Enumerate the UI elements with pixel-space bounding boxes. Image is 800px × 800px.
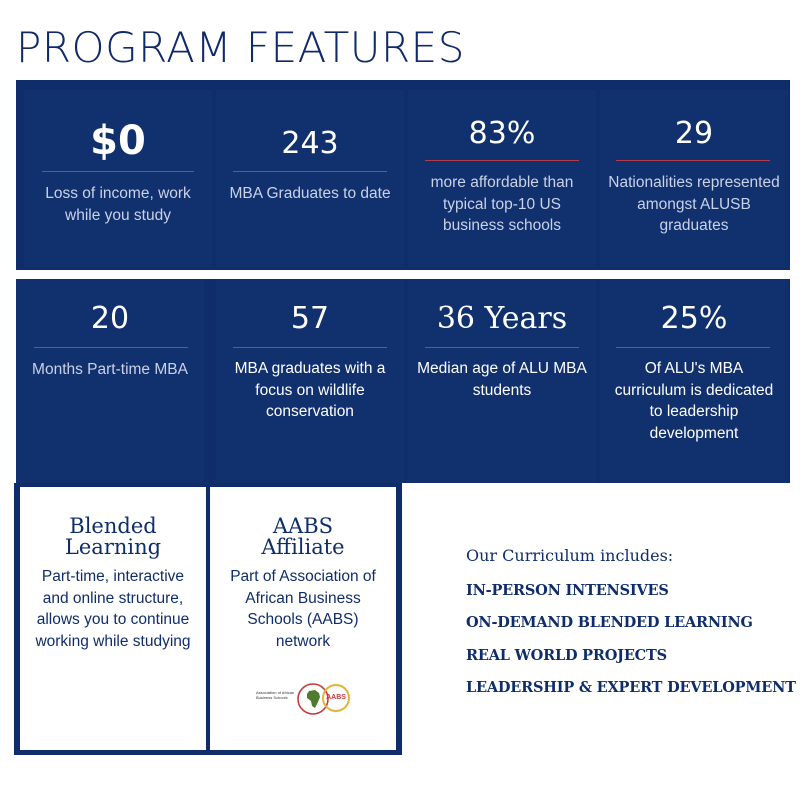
card-aabs-affiliate bbox=[210, 487, 396, 750]
aabs-badge bbox=[322, 684, 350, 712]
stat-divider bbox=[425, 347, 579, 348]
stat-value: 20 bbox=[90, 301, 130, 336]
stat-value: 25% bbox=[660, 301, 728, 336]
stat-label: Median age of ALU MBA students bbox=[417, 360, 587, 399]
stat-tile-affordable bbox=[408, 90, 596, 268]
stat-tile-graduates bbox=[216, 90, 404, 268]
stat-label: MBA graduates with a focus on wildlife conservation bbox=[234, 360, 386, 420]
stat-divider bbox=[616, 347, 770, 348]
card-title-line1: Blended bbox=[69, 514, 157, 538]
curriculum-item: IN-PERSON INTENSIVES bbox=[466, 582, 669, 599]
stat-value: 243 bbox=[281, 126, 339, 161]
page-title: PROGRAM FEATURES bbox=[16, 23, 465, 72]
aabs-badge-text: AABS bbox=[326, 694, 346, 701]
stat-divider bbox=[616, 160, 770, 161]
stat-label: Of ALU's MBA curriculum is dedicated to leadership development bbox=[614, 360, 774, 442]
curriculum-item: REAL WORLD PROJECTS bbox=[466, 647, 667, 664]
stat-tile-nationalities bbox=[600, 90, 788, 268]
stat-label: MBA Graduates to date bbox=[229, 185, 391, 202]
stat-label: more affordable than typical top-10 US business schools bbox=[430, 174, 574, 234]
card-title-line2: Affiliate bbox=[261, 535, 345, 559]
stat-divider bbox=[233, 171, 387, 172]
aabs-logo bbox=[256, 682, 352, 716]
stat-divider bbox=[233, 347, 387, 348]
curriculum-heading: Our Curriculum includes: bbox=[466, 546, 674, 565]
stat-label: Months Part-time MBA bbox=[32, 361, 188, 378]
stat-label: Nationalities represented amongst ALUSB graduates bbox=[608, 174, 780, 234]
stat-value: 57 bbox=[290, 301, 330, 336]
stat-value: 36 Years bbox=[436, 301, 568, 336]
stat-value: $0 bbox=[90, 118, 146, 164]
curriculum-item: LEADERSHIP & EXPERT DEVELOPMENT bbox=[466, 679, 796, 696]
card-title-line1: AABS bbox=[272, 514, 334, 538]
card-title-line2: Learning bbox=[64, 535, 162, 559]
stat-divider bbox=[425, 160, 579, 161]
card-text: Part of Association of African Business Schools (AABS) network bbox=[230, 568, 376, 650]
curriculum-item: ON-DEMAND BLENDED LEARNING bbox=[466, 614, 753, 631]
stat-divider bbox=[42, 171, 194, 172]
stat-value: 29 bbox=[674, 116, 714, 151]
stat-tile-median-age bbox=[408, 279, 596, 483]
stat-divider bbox=[34, 347, 188, 348]
card-text: Part-time, interactive and online structure, allows you to continue working while studying bbox=[35, 568, 191, 650]
stat-tile-leadership bbox=[600, 279, 788, 483]
stat-tile-months bbox=[16, 279, 204, 483]
stat-tile-income bbox=[24, 90, 212, 268]
stat-label: Loss of income, work while you study bbox=[45, 185, 191, 224]
aabs-logo-caption: Association of African Business Schools bbox=[256, 690, 295, 700]
stat-value: 83% bbox=[468, 116, 536, 151]
card-blended-learning bbox=[20, 487, 206, 750]
stat-tile-wildlife bbox=[216, 279, 404, 483]
